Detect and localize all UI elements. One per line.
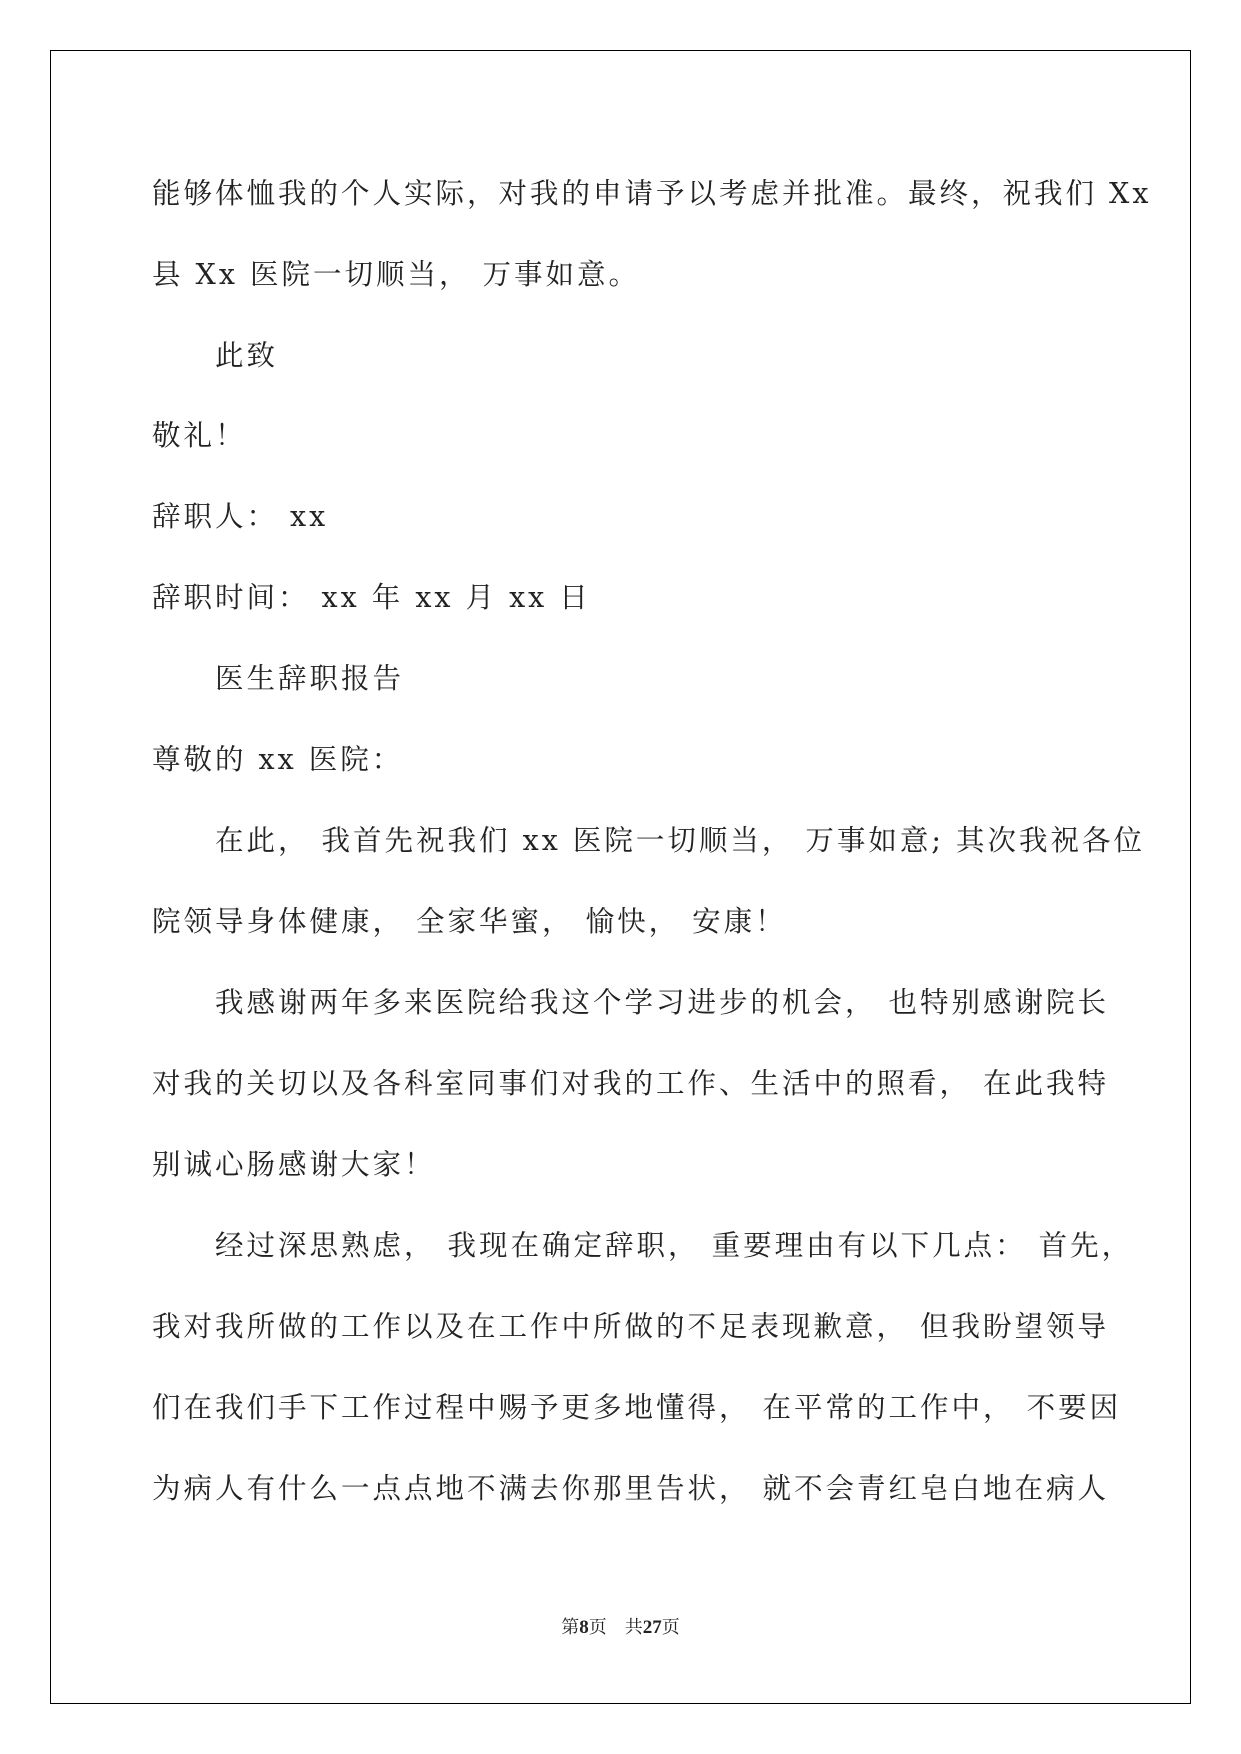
body-line: 为病人有什么一点点地不满去你那里告状， 就不会青红皂白地在病人 bbox=[152, 1472, 1110, 1505]
body-line: 们在我们手下工作过程中赐予更多地懂得， 在平常的工作中， 不要因 bbox=[152, 1391, 1122, 1424]
body-line: 别诚心肠感谢大家！ bbox=[152, 1148, 436, 1181]
resignation-date: 辞职时间： xx 年 xx 月 xx 日 bbox=[152, 581, 591, 614]
body-line: 县 Xx 医院一切顺当， 万事如意。 bbox=[152, 258, 641, 291]
page-prefix: 第 bbox=[561, 1617, 580, 1638]
total-pages: 27 bbox=[642, 1617, 662, 1638]
salutation-closing: 此致 bbox=[215, 339, 279, 372]
total-prefix: 共 bbox=[624, 1617, 643, 1638]
page-number: 8 bbox=[579, 1617, 589, 1638]
body-line: 我对我所做的工作以及在工作中所做的不足表现歉意， 但我盼望领导 bbox=[152, 1310, 1110, 1343]
body-line: 院领导身体健康， 全家华蜜， 愉快， 安康！ bbox=[152, 905, 787, 938]
section-title: 医生辞职报告 bbox=[215, 662, 405, 695]
body-line: 经过深思熟虑， 我现在确定辞职， 重要理由有以下几点： 首先， bbox=[215, 1229, 1134, 1262]
body-line: 能够体恤我的个人实际，对我的申请予以考虑并批准。最终，祝我们 Xx bbox=[152, 177, 1152, 210]
salutation-regards: 敬礼！ bbox=[152, 419, 247, 452]
body-line: 对我的关切以及各科室同事们对我的工作、生活中的照看， 在此我特 bbox=[152, 1067, 1110, 1100]
total-suffix: 页 bbox=[661, 1617, 680, 1638]
addressee: 尊敬的 xx 医院： bbox=[152, 743, 404, 776]
body-line: 在此， 我首先祝我们 xx 医院一切顺当， 万事如意; 其次我祝各位 bbox=[215, 824, 1146, 857]
body-line: 我感谢两年多来医院给我这个学习进步的机会， 也特别感谢院长 bbox=[215, 986, 1110, 1019]
page-border bbox=[50, 50, 1191, 1704]
resigner-name: 辞职人： xx bbox=[152, 500, 329, 533]
page-footer bbox=[0, 1616, 1241, 1640]
page-suffix: 页 bbox=[588, 1617, 607, 1638]
